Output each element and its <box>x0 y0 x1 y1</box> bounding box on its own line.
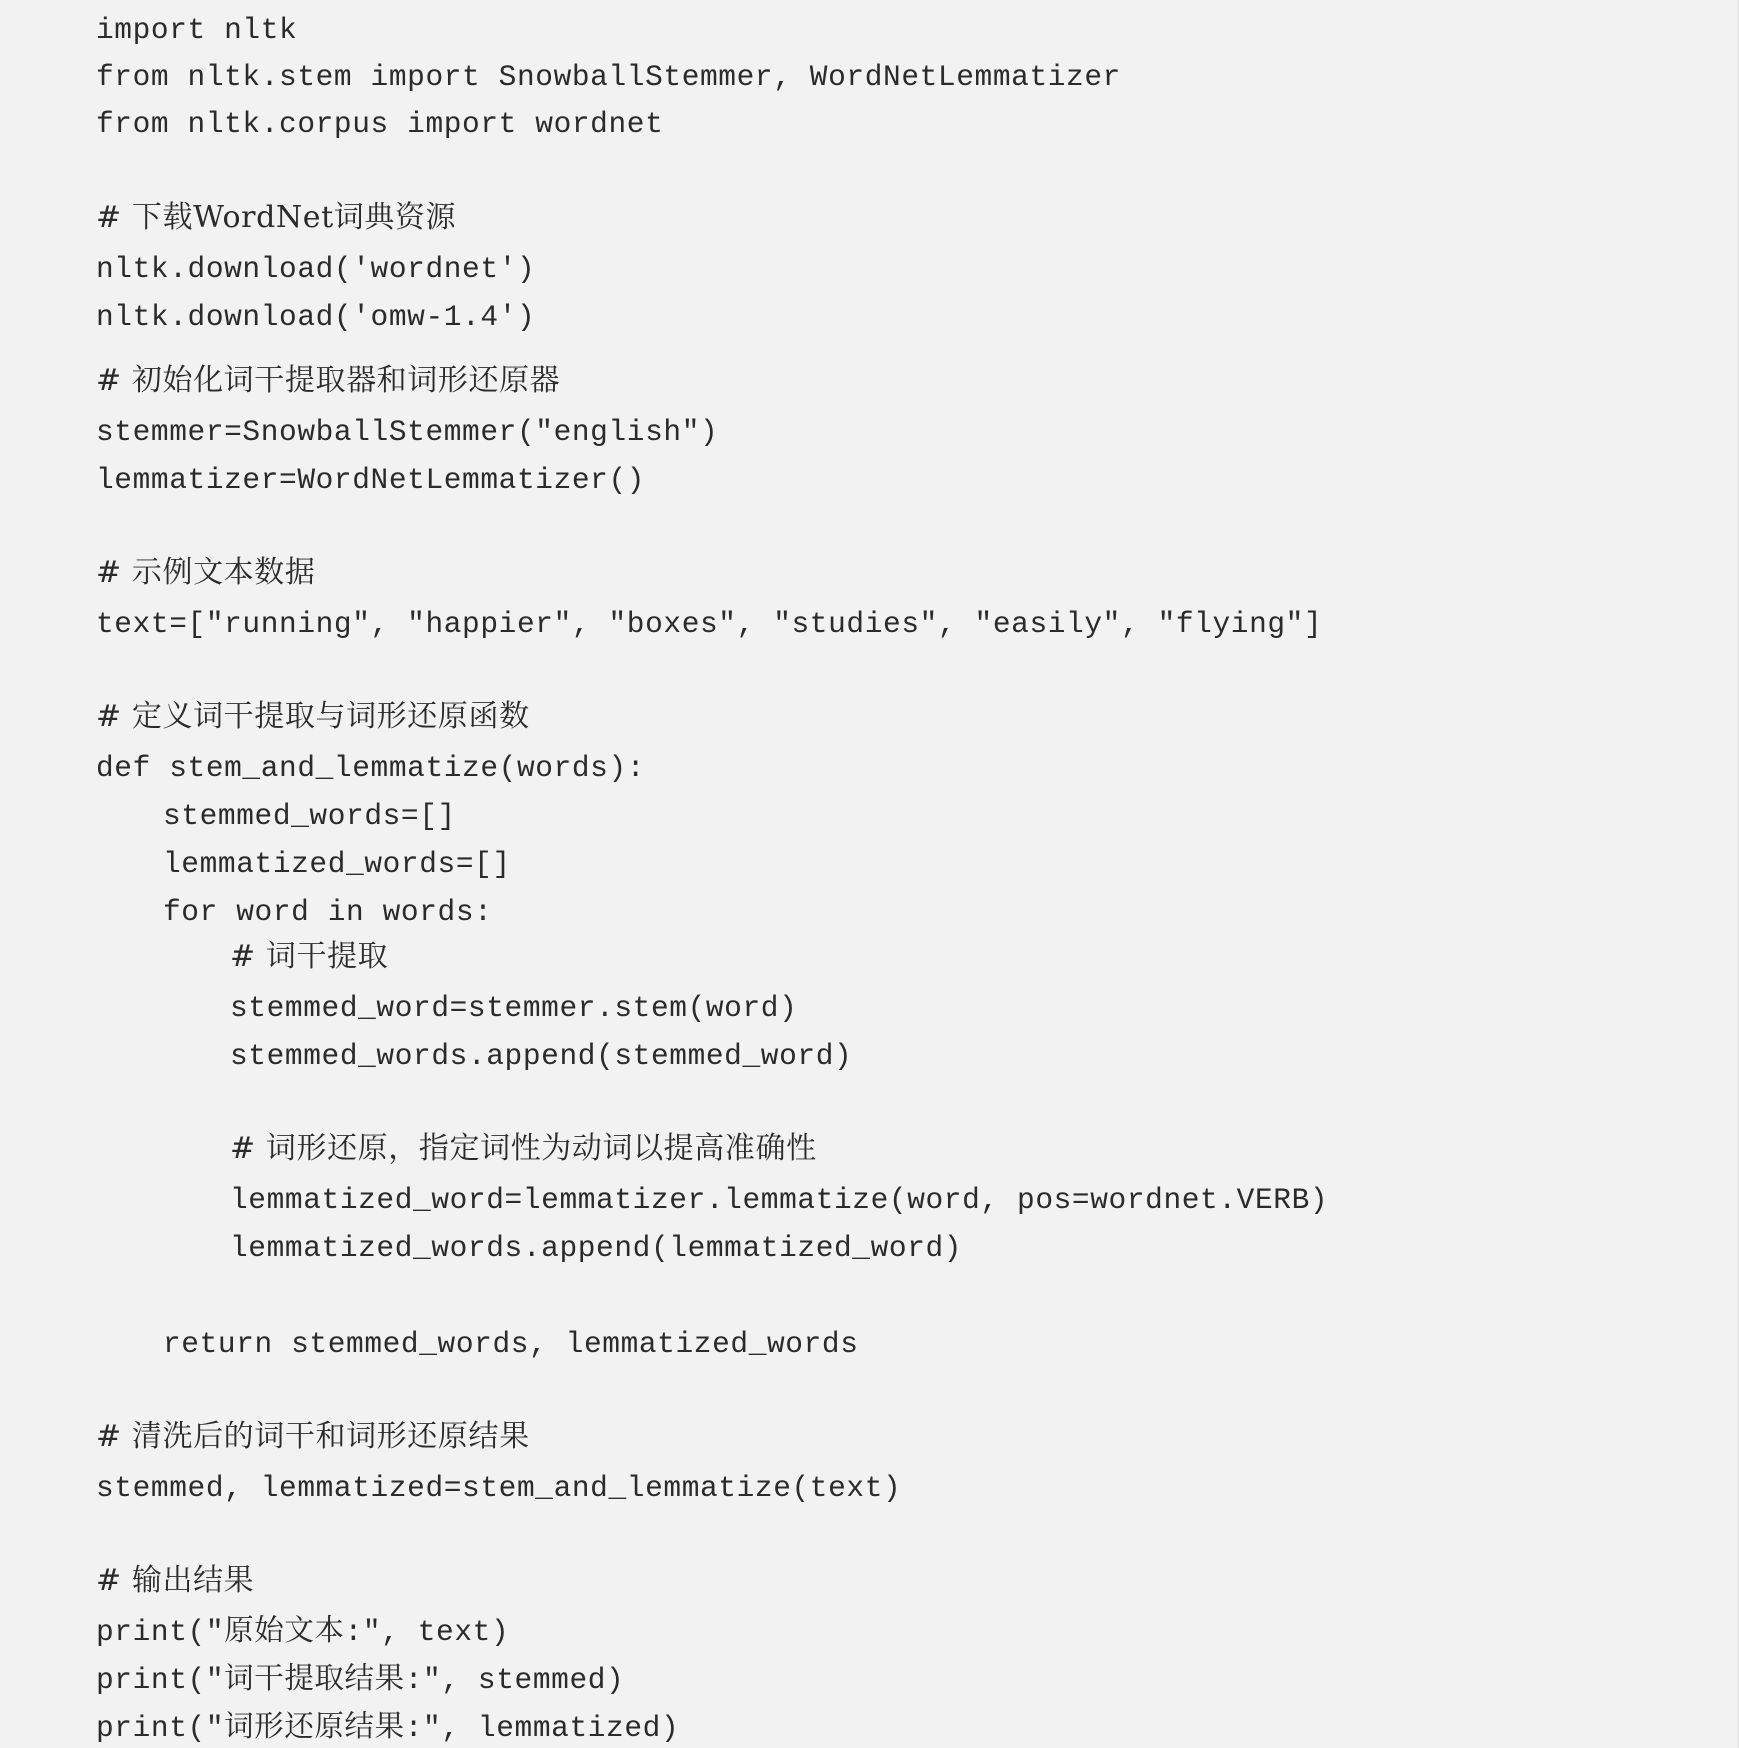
code-line: text=["running", "happier", "boxes", "studies", "easily", "flying"] <box>96 607 1323 641</box>
code-comment: # 定义词干提取与词形还原函数 <box>96 699 530 734</box>
code-comment: # 词干提取 <box>230 939 389 974</box>
code-line: lemmatizer=WordNetLemmatizer() <box>96 463 646 497</box>
code-line: return stemmed_words, lemmatized_words <box>163 1327 859 1361</box>
code-line: lemmatized_words.append(lemmatized_word) <box>230 1231 963 1265</box>
code-comment: # 初始化词干提取器和词形还原器 <box>96 363 561 398</box>
code-line: stemmer=SnowballStemmer("english") <box>96 415 719 449</box>
code-line: stemmed_words.append(stemmed_word) <box>230 1039 853 1073</box>
code-line: lemmatized_words=[] <box>163 847 511 881</box>
code-line: print("词形还原结果:", lemmatized) <box>96 1711 680 1745</box>
code-comment: # 输出结果 <box>96 1563 255 1598</box>
code-line: print("词干提取结果:", stemmed) <box>96 1663 625 1697</box>
code-comment: # 下载WordNet词典资源 <box>96 200 457 235</box>
code-line: def stem_and_lemmatize(words): <box>96 751 646 785</box>
code-line: from nltk.stem import SnowballStemmer, WordNetLemmatizer <box>96 60 1121 94</box>
code-line: stemmed_words=[] <box>163 799 456 833</box>
code-line: from nltk.corpus import wordnet <box>96 107 664 141</box>
code-line: stemmed_word=stemmer.stem(word) <box>230 991 798 1025</box>
code-line: nltk.download('omw-1.4') <box>96 300 536 334</box>
code-comment: # 示例文本数据 <box>96 555 316 590</box>
code-line: print("原始文本:", text) <box>96 1615 510 1649</box>
code-line: nltk.download('wordnet') <box>96 252 536 286</box>
code-line: for word in words: <box>163 895 493 929</box>
code-line: import nltk <box>96 13 298 47</box>
code-comment: # 清洗后的词干和词形还原结果 <box>96 1419 530 1454</box>
code-comment: # 词形还原，指定词性为动词以提高准确性 <box>230 1131 817 1166</box>
code-line: lemmatized_word=lemmatizer.lemmatize(word, pos=wordnet.VERB) <box>230 1183 1329 1217</box>
code-line: stemmed, lemmatized=stem_and_lemmatize(text) <box>96 1471 902 1505</box>
